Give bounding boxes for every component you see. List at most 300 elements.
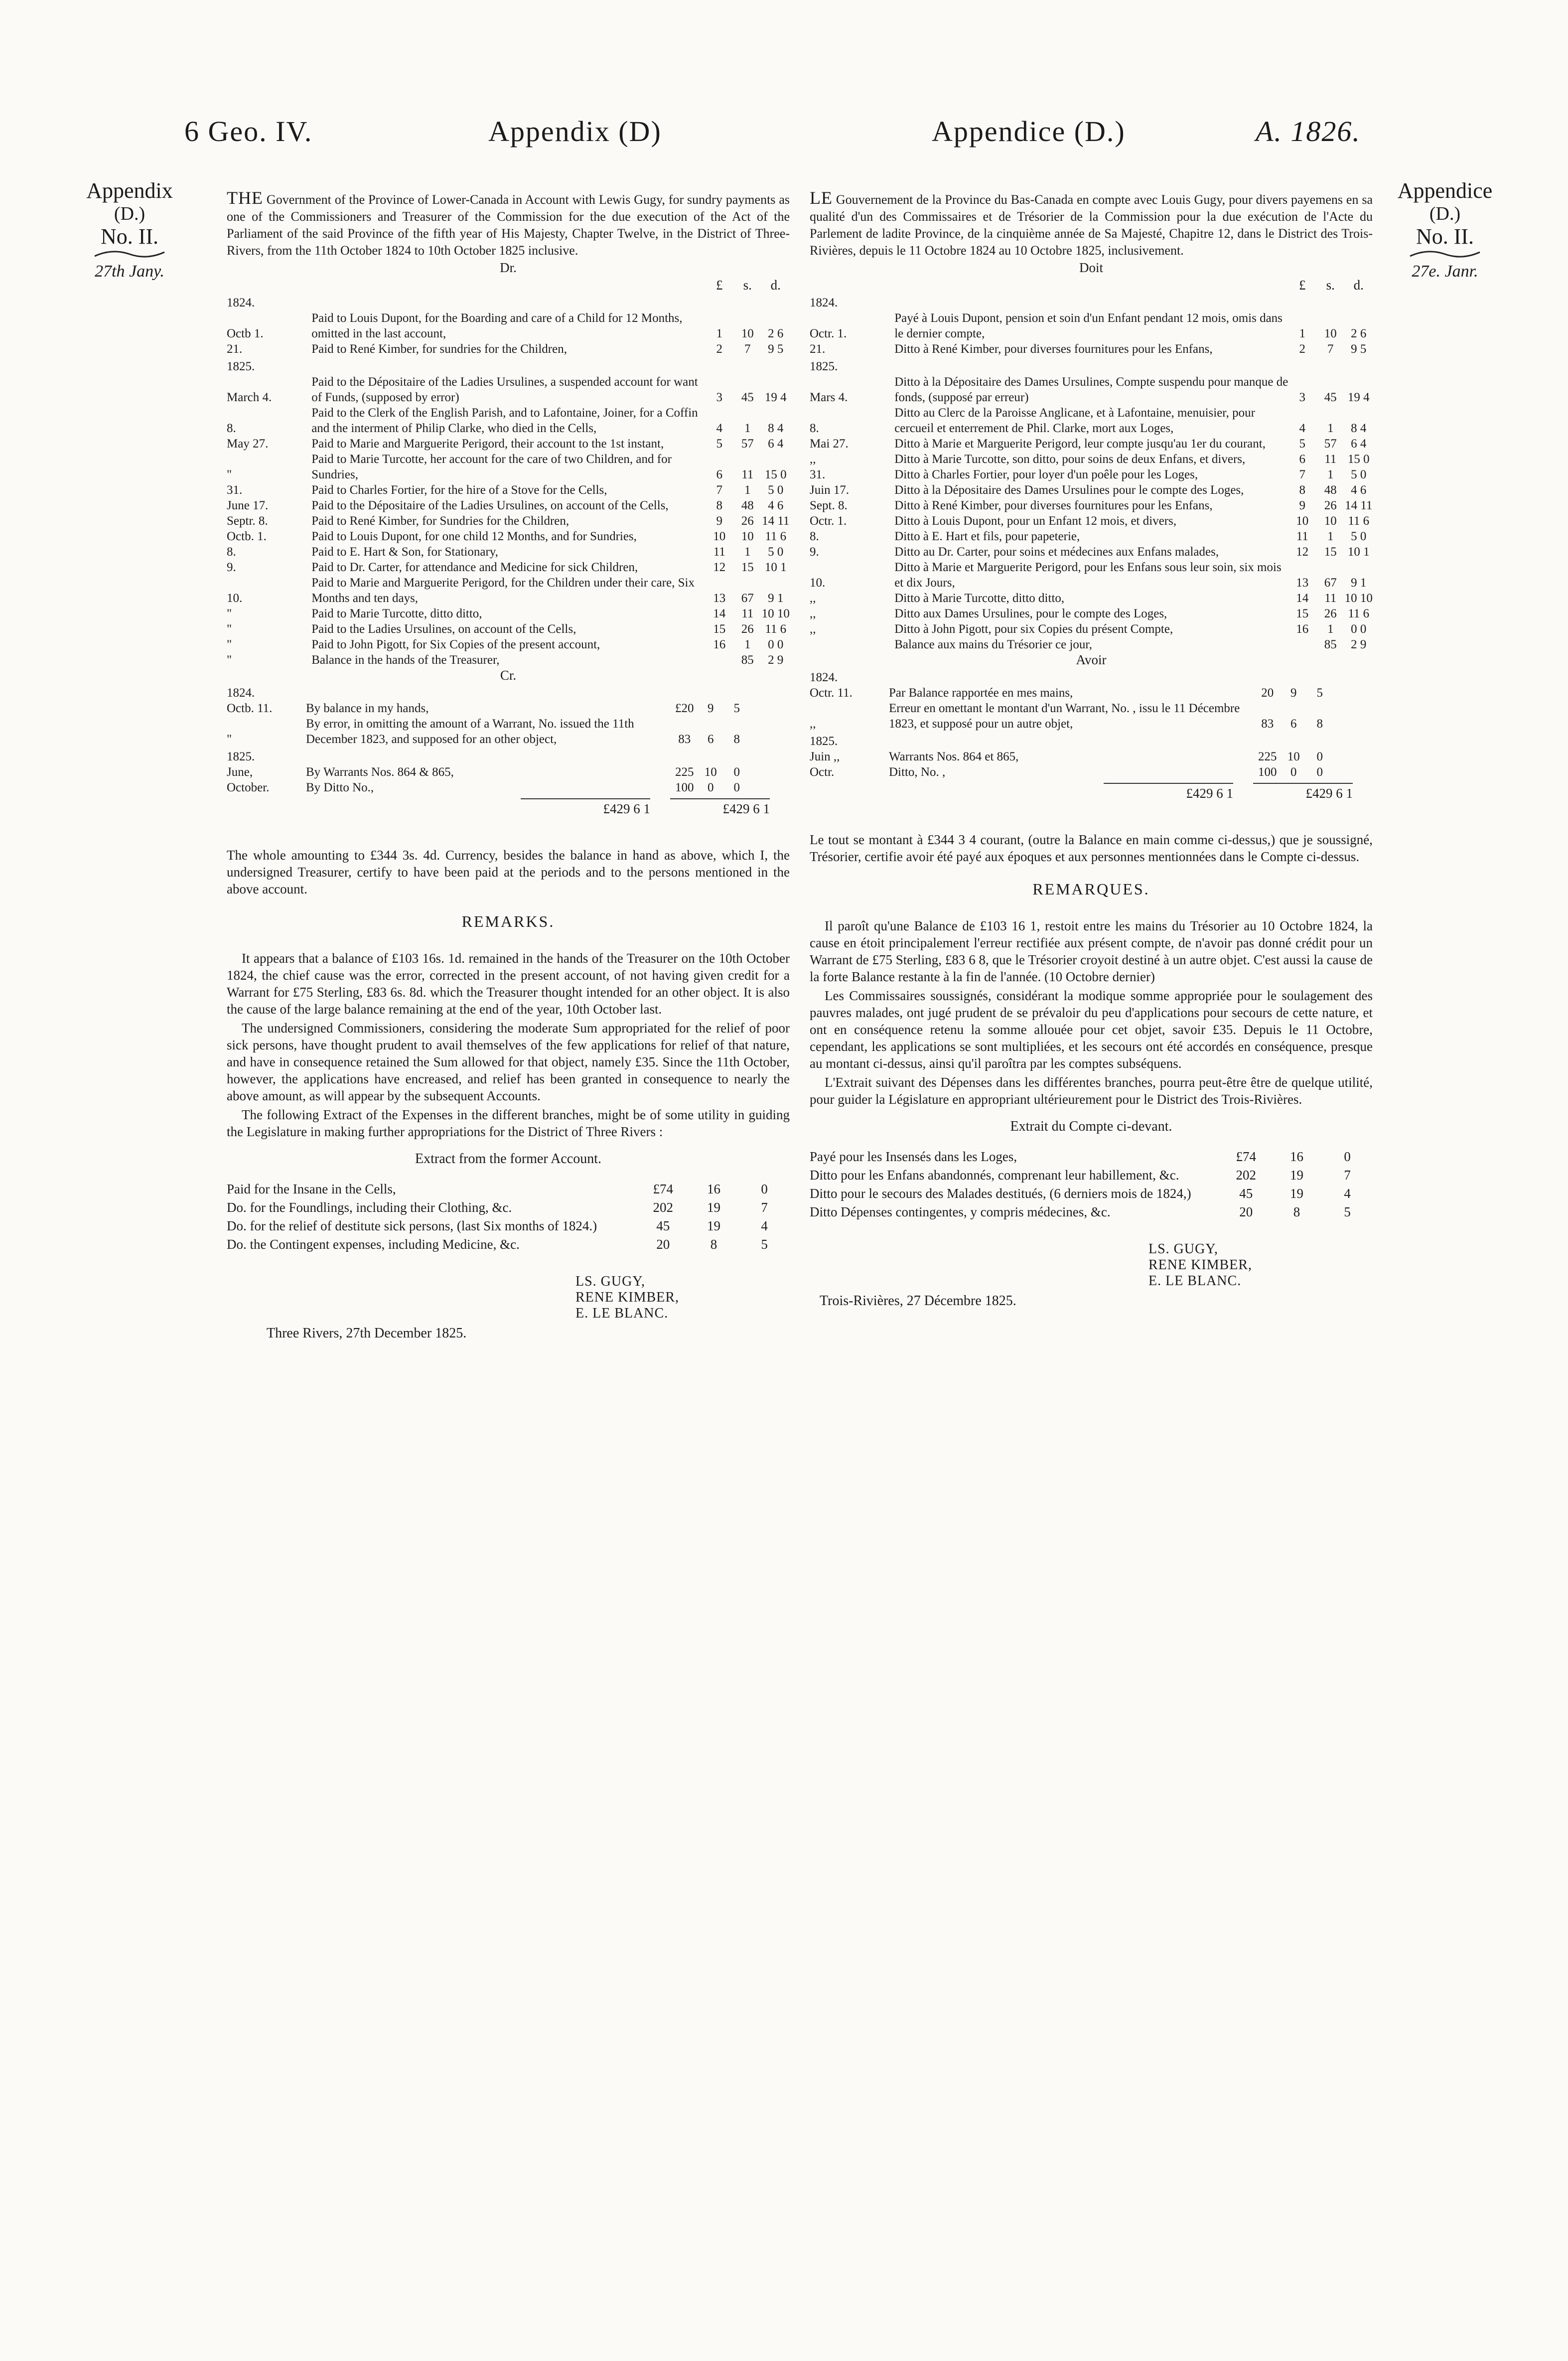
entry-description: Ditto à E. Hart et fils, pour papeterie, — [894, 530, 1080, 543]
amount-pounds: 100 — [1258, 765, 1277, 779]
credit-ledger — [227, 683, 750, 795]
extract-table — [810, 1148, 1373, 1221]
entry-date: " — [227, 653, 232, 667]
ledger-row — [227, 529, 790, 544]
extract-description: Ditto Dépenses contingentes, y compris médecines, &c. — [810, 1204, 1111, 1219]
extract-description: Paid for the Insane in the Cells, — [227, 1181, 396, 1196]
entry-description: Paid to Charles Fortier, for the hire of a Stove for the Cells, — [311, 483, 607, 497]
entry-description: By Warrants Nos. 864 & 865, — [306, 765, 454, 779]
entry-description: Ditto au Dr. Carter, pour soins et médecines aux Enfans malades, — [894, 545, 1219, 559]
amount-pounds: 15 — [713, 622, 726, 636]
extract-shillings: 8 — [1293, 1204, 1300, 1219]
amount-pence: 2 6 — [768, 327, 784, 340]
totals-row — [227, 798, 770, 817]
extract-pence: 0 — [761, 1181, 768, 1196]
amount-pence: 19 4 — [764, 391, 787, 404]
ledger-row — [227, 575, 790, 606]
debit-ledger — [810, 278, 1373, 652]
entry-description: Ditto à Louis Dupont, pour un Enfant 12 mois, et divers, — [894, 514, 1177, 528]
ledger-row — [810, 764, 1333, 780]
ledger-row — [227, 310, 790, 341]
amount-shillings: 10 — [1324, 327, 1337, 340]
entry-description: Ditto à René Kimber, pour diverses fournitures pour les Enfans, — [894, 499, 1213, 512]
entry-description: Warrants Nos. 864 et 865, — [889, 750, 1019, 763]
amount-pence: 11 6 — [765, 622, 787, 636]
entry-date: June, — [227, 765, 253, 779]
ledger-row — [227, 780, 750, 795]
entry-date: Octb 1. — [227, 327, 264, 340]
amount-pence — [1307, 732, 1333, 749]
entry-description: Paid to Louis Dupont, for the Boarding and care of a Child for 12 Months, omitted in the last account, — [311, 311, 683, 340]
entry-date: 8. — [227, 422, 236, 435]
ledger-row — [810, 621, 1373, 637]
intro-lead: LE — [810, 188, 833, 208]
extract-title: Extrait du Compte ci-devant. — [1010, 1119, 1172, 1134]
amount-shillings: 6 — [708, 733, 714, 746]
amount-pence — [1307, 668, 1333, 685]
amount-pence: 5 — [1316, 686, 1323, 700]
entry-description: Ditto à Marie Turcotte, son ditto, pour soins de deux Enfans, et divers, — [894, 452, 1246, 466]
amount-pence: 4 6 — [1351, 483, 1367, 497]
amount-shillings: 1 — [744, 422, 751, 435]
amount-pounds — [1255, 732, 1281, 749]
amount-shillings — [733, 293, 762, 310]
ledger-row — [810, 529, 1373, 544]
extract-row — [810, 1166, 1373, 1184]
amount-pounds — [672, 683, 698, 701]
amount-shillings: 1 — [1327, 622, 1334, 636]
entry-date: 1825. — [227, 360, 255, 373]
amount-shillings: 45 — [741, 391, 754, 404]
amount-shillings: 26 — [1324, 499, 1337, 512]
intro-lead: THE — [227, 188, 263, 208]
amount-pounds — [706, 652, 734, 668]
margin-note-right — [1390, 179, 1500, 283]
entry-date: 1825. — [810, 735, 838, 748]
entry-date: ,, — [810, 452, 816, 466]
extract-description: Do. for the relief of destitute sick persons, (last Six months of 1824.) — [227, 1218, 597, 1233]
amount-shillings: 11 — [1324, 452, 1337, 466]
amount-shillings — [698, 747, 724, 764]
extract-row — [810, 1203, 1373, 1221]
amount-shillings: 11 — [741, 468, 754, 481]
year-row — [227, 293, 790, 310]
entry-description: Paid to the Ladies Ursulines, on account of the Cells, — [311, 622, 576, 636]
amount-shillings: 1 — [744, 638, 751, 651]
amount-pence: 10 10 — [761, 607, 790, 620]
amount-pounds: 225 — [675, 765, 694, 779]
total-left: £429 6 1 — [521, 798, 650, 817]
entry-description: Paid to René Kimber, for sundries for the Children, — [311, 342, 567, 356]
remarks-body — [810, 917, 1373, 1108]
margin-letter: (D.) — [114, 203, 145, 224]
entry-description: Paid to Marie Turcotte, ditto ditto, — [311, 607, 482, 620]
amount-pence: 0 — [733, 781, 740, 794]
year-row — [227, 747, 750, 764]
extract-pounds: 45 — [1239, 1186, 1253, 1201]
amount-shillings: 0 — [1290, 765, 1297, 779]
amount-pounds — [1288, 293, 1317, 310]
remarks-body — [227, 950, 790, 1140]
entry-description — [300, 747, 672, 764]
extract-pounds: £74 — [653, 1181, 674, 1196]
entry-description — [300, 683, 672, 701]
amount-shillings: 1 — [1327, 530, 1334, 543]
signers — [1148, 1241, 1373, 1289]
entry-date: Octb. 1. — [227, 530, 267, 543]
year-row — [227, 357, 790, 374]
amount-pence — [1345, 357, 1373, 374]
entry-date: Octr. — [810, 765, 835, 779]
amount-pounds: 9 — [1299, 499, 1305, 512]
column-french — [810, 189, 1373, 1309]
remark-paragraph: L'Extrait suivant des Dépenses dans les différentes branches, pourra peut-être être de quelque utilité, pour guider la Législature en appropriant ultérieurement pour le District des Trois-Rivières. — [810, 1075, 1373, 1107]
amount-pence: 11 6 — [1348, 514, 1370, 528]
amount-shillings: 15 — [1324, 545, 1337, 559]
extract-description: Ditto pour le secours des Malades destitués, (6 derniers mois de 1824,) — [810, 1186, 1191, 1201]
amount-shillings: 57 — [1324, 437, 1337, 450]
extract-pence: 4 — [1344, 1186, 1351, 1201]
column-english — [227, 189, 790, 1341]
entry-date: 8. — [810, 422, 819, 435]
amount-shillings: 15 — [741, 561, 754, 574]
amount-pounds — [706, 357, 734, 374]
entry-description: Paid to Marie and Marguerite Perigord, for the Children under their care, Six Months and ten days, — [311, 576, 695, 605]
extract-shillings: 16 — [707, 1181, 720, 1196]
entry-date: 21. — [227, 342, 243, 356]
entry-date: 31. — [227, 483, 243, 497]
ledger-row — [227, 621, 790, 637]
signers — [575, 1274, 790, 1322]
amount-pence: 11 6 — [1348, 607, 1370, 620]
amount-pence — [762, 293, 790, 310]
ledger-row — [810, 482, 1373, 498]
amount-shillings: 1 — [744, 545, 751, 559]
extract-pounds: £74 — [1236, 1149, 1257, 1164]
amount-shillings: 9 — [1290, 686, 1297, 700]
debit-ledger — [227, 278, 790, 668]
intro-text: Gouvernement de la Province du Bas-Canada en compte avec Louis Gugy, pour divers payemens en sa qualité d'un des Commissaires et de Trésorier de la Commission pour la due exécution de l'Acte du Parlement de ladite Province, de la cinquième année de Sa Majesté, Chapitre 12, dans le District des Trois-Rivières, depuis le 11 Octobre 1824 au 10 Octobre 1825, inclusivement. — [810, 192, 1373, 258]
amount-pence — [1345, 293, 1373, 310]
amount-shillings: 67 — [741, 591, 754, 605]
ledger-row — [810, 436, 1373, 451]
ledger-row — [227, 764, 750, 780]
extract-shillings: 19 — [1289, 1186, 1303, 1201]
amount-shillings: 10 — [1324, 514, 1337, 528]
extract-title: Extract from the former Account. — [415, 1151, 601, 1167]
amount-pounds: 4 — [1299, 422, 1305, 435]
ledger-row — [227, 560, 790, 575]
entry-date: " — [227, 622, 232, 636]
amount-shillings: 26 — [741, 514, 754, 528]
signer-name: LS. GUGY, — [575, 1274, 645, 1289]
extract-shillings: 8 — [710, 1237, 717, 1252]
amount-pounds: 12 — [1296, 545, 1309, 559]
total-left: £429 6 1 — [1104, 783, 1233, 801]
entry-description: Paid to the Dépositaire of the Ladies Ursulines, a suspended account for want of Funds, (supposed by error) — [311, 375, 698, 404]
ledger-row — [227, 451, 790, 482]
ledger-row — [810, 498, 1373, 513]
extract-description: Payé pour les Insensés dans les Loges, — [810, 1149, 1017, 1164]
entry-description: Erreur en omettant le montant d'un Warrant, No. , issu le 11 Décembre 1823, et supposé pour un autre objet, — [889, 702, 1240, 731]
year-row — [227, 683, 750, 701]
amount-pence: 10 10 — [1344, 591, 1373, 605]
entry-date: ,, — [810, 717, 816, 731]
entry-date: June 17. — [227, 499, 269, 512]
place-date: Three Rivers, 27th December 1825. — [267, 1326, 467, 1341]
ledger-row — [227, 544, 790, 560]
ledger-row — [810, 637, 1373, 652]
ledger-row — [227, 701, 750, 716]
extract-description: Do. the Contingent expenses, including Medicine, &c. — [227, 1237, 520, 1252]
amount-pence: 9 5 — [768, 342, 784, 356]
amount-pence: 5 — [733, 702, 740, 715]
entry-description: Paid to Marie and Marguerite Perigord, their account to the 1st instant, — [311, 437, 664, 450]
entry-description: Paid to Marie Turcotte, her account for the care of two Children, and for Sundries, — [311, 452, 672, 481]
head-shilling: s. — [743, 278, 752, 293]
amount-pounds: 7 — [716, 483, 722, 497]
entry-description: Ditto à la Dépositaire des Dames Ursulines, Compte suspendu pour manque de fonds, (supposé par erreur) — [894, 375, 1288, 404]
entry-date: 1824. — [227, 686, 255, 700]
entry-description: Ditto au Clerc de la Paroisse Anglicane, et à Lafontaine, menuisier, pour cercueil et enterrement de Phil. Clarke, mort aux Loges, — [894, 406, 1255, 435]
ledger-row — [810, 701, 1333, 732]
amount-pounds: 3 — [1299, 391, 1305, 404]
ledger-row — [227, 482, 790, 498]
amount-pounds: 10 — [1296, 514, 1309, 528]
amount-shillings: 10 — [741, 327, 754, 340]
amount-pounds: 4 — [716, 422, 722, 435]
header-year: A. 1826. — [1256, 115, 1361, 148]
extract-shillings: 19 — [707, 1218, 720, 1233]
entry-date: 10. — [810, 576, 826, 590]
amount-pence: 9 5 — [1351, 342, 1367, 356]
amount-pounds: 12 — [713, 561, 726, 574]
amount-shillings: 11 — [741, 607, 754, 620]
entry-description: Balance aux mains du Trésorier ce jour, — [894, 638, 1093, 651]
head-pound: £ — [1299, 278, 1306, 293]
amount-pence: 8 — [1316, 717, 1323, 731]
entry-description: By balance in my hands, — [306, 702, 429, 715]
entry-date: Octr. 1. — [810, 327, 847, 340]
extract-pence: 7 — [761, 1200, 768, 1215]
entry-description: Paid to Louis Dupont, for one child 12 Months, and for Sundries, — [311, 530, 637, 543]
amount-pounds: 1 — [716, 327, 722, 340]
entry-description: Ditto à John Pigott, pour six Copies du présent Compte, — [894, 622, 1173, 636]
amount-pounds: 83 — [678, 733, 691, 746]
amount-shillings: 10 — [741, 530, 754, 543]
amount-shillings — [698, 683, 724, 701]
credit-rows — [810, 668, 1333, 780]
amount-pence: 5 0 — [768, 483, 784, 497]
entry-description: Paid to Dr. Carter, for attendance and Medicine for sick Children, — [311, 561, 638, 574]
amount-pence: 2 9 — [1351, 638, 1367, 651]
amount-pounds: 100 — [675, 781, 694, 794]
year-row — [810, 668, 1333, 685]
extract-pounds: 45 — [656, 1218, 670, 1233]
extract-description: Ditto pour les Enfans abandonnés, comprenant leur habillement, &c. — [810, 1168, 1179, 1182]
amount-pounds: 1 — [1299, 327, 1305, 340]
entry-date: Octb. 11. — [227, 702, 273, 715]
amount-shillings: 26 — [1324, 607, 1337, 620]
signer-name: E. LE BLANC. — [575, 1306, 669, 1321]
extract-shillings: 16 — [1289, 1149, 1303, 1164]
entry-date: 8. — [810, 530, 819, 543]
entry-description: Paid to E. Hart & Son, for Stationary, — [311, 545, 498, 559]
ledger-row — [810, 749, 1333, 764]
amount-pence: 5 0 — [768, 545, 784, 559]
amount-shillings: 9 — [708, 702, 714, 715]
entry-description: Paid to John Pigott, for Six Copies of the present account, — [311, 638, 600, 651]
ledger-row — [227, 637, 790, 652]
ledger-row — [227, 374, 790, 405]
amount-pounds: 8 — [716, 499, 722, 512]
margin-appendix: Appendice — [1397, 178, 1493, 203]
entry-date: 9. — [810, 545, 819, 559]
ledger-row — [227, 652, 790, 668]
entry-description — [883, 732, 1255, 749]
entry-description: Paid to René Kimber, for Sundries for the Children, — [311, 514, 570, 528]
ledger-row — [810, 544, 1373, 560]
entry-date: ,, — [810, 591, 816, 605]
amount-shillings: 7 — [744, 342, 751, 356]
intro-paragraph — [227, 189, 790, 259]
entry-description: Ditto à la Dépositaire des Dames Ursulines pour le compte des Loges, — [894, 483, 1244, 497]
head-pence: d. — [1353, 278, 1364, 293]
margin-date: 27th Jany. — [95, 262, 164, 281]
credit-ledger — [810, 668, 1333, 780]
amount-pounds: 5 — [716, 437, 722, 450]
entry-description: By error, in omitting the amount of a Warrant, No. issued the 11th December 1823, and supposed for an other object, — [306, 717, 634, 746]
remark-paragraph: Les Commissaires soussignés, considérant la modique somme appropriée pour le soulagement des pauvres malades, ont jugé prudent de se prévaloir du peu d'applications pour secours de cette nature, et ont en conséquence retenu la somme allouée pour cet objet, savoir £35. Depuis le 11 Octobre, cependant, les applications se sont multipliées, et les secours ont été accordés en conséquence, presque au montant ci-dessus, ainsi qu'il paroîtra par les comptes subséquens. — [810, 988, 1373, 1071]
ledger-row — [810, 467, 1373, 482]
amount-shillings: 85 — [741, 653, 754, 667]
amount-pence: 8 — [733, 733, 740, 746]
extract-pounds: 202 — [653, 1200, 674, 1215]
debit-rows — [810, 293, 1373, 652]
ledger-row — [810, 405, 1373, 436]
amount-pence: 2 6 — [1351, 327, 1367, 340]
amount-pounds: 16 — [713, 638, 726, 651]
ornament-icon — [1408, 249, 1482, 259]
entry-description: Paid to the Dépositaire of the Ladies Ursulines, on account of the Cells, — [311, 499, 669, 512]
amount-shillings: 10 — [704, 765, 717, 779]
amount-shillings: 48 — [1324, 483, 1337, 497]
ledger-row — [810, 590, 1373, 606]
amount-pounds: 15 — [1296, 607, 1309, 620]
amount-pence: 0 — [1316, 750, 1323, 763]
head-shilling: s. — [1326, 278, 1335, 293]
entry-description — [888, 293, 1288, 310]
amount-pounds — [1288, 637, 1317, 652]
entry-date: 9. — [227, 561, 236, 574]
head-pence: d. — [770, 278, 781, 293]
extract-pence: 4 — [761, 1218, 768, 1233]
entry-date: Sept. 8. — [810, 499, 848, 512]
ledger-row — [810, 685, 1333, 701]
intro-paragraph — [810, 189, 1373, 259]
extract-row — [810, 1148, 1373, 1166]
amount-pounds: 13 — [1296, 576, 1309, 590]
ledger-row — [227, 716, 750, 747]
totals-row — [810, 783, 1353, 801]
extract-pence: 7 — [1344, 1168, 1351, 1182]
extract-pounds: 20 — [1239, 1204, 1253, 1219]
entry-date: May 27. — [227, 437, 269, 450]
extract-pence: 0 — [1344, 1149, 1351, 1164]
dr-label: Doit — [1079, 260, 1103, 275]
header-title-en: Appendix (D) — [488, 115, 662, 148]
amount-shillings: 1 — [1327, 468, 1334, 481]
entry-description: Ditto à Charles Fortier, pour loyer d'un poêle pour les Loges, — [894, 468, 1198, 481]
header-title-fr: Appendice (D.) — [932, 115, 1126, 148]
extract-row — [227, 1217, 790, 1235]
amount-pounds: 6 — [1299, 452, 1305, 466]
cr-label: Avoir — [1076, 652, 1107, 667]
ledger-row — [227, 436, 790, 451]
ledger-row — [810, 451, 1373, 467]
amount-shillings: 85 — [1324, 638, 1337, 651]
entry-description: Ditto aux Dames Ursulines, pour le compte des Loges, — [894, 607, 1167, 620]
amount-pounds: 225 — [1258, 750, 1277, 763]
entry-date: " — [227, 733, 232, 746]
amount-pounds — [672, 747, 698, 764]
extract-row — [227, 1235, 790, 1254]
amount-pence: 0 0 — [1351, 622, 1367, 636]
entry-description: Ditto à Marie et Marguerite Perigord, leur compte jusqu'au 1er du courant, — [894, 437, 1266, 450]
amount-pounds: 11 — [713, 545, 725, 559]
amount-shillings: 48 — [741, 499, 754, 512]
entry-description: Paid to the Clerk of the English Parish, and to Lafontaine, Joiner, for a Coffin and the interment of Philip Clarke, who died in the Cells, — [311, 406, 698, 435]
amount-shillings — [733, 357, 762, 374]
remark-paragraph: The undersigned Commissioners, considering the moderate Sum appropriated for the relief of poor sick persons, have thought prudent to avail themselves of the few applications for relief of that nature, and have in consequence retained the Sum allowed for that object, namely £35. Since the 11th October, however, the applications have encreased, and relief has been granted in consequence to nearly the above amount, as will appear by the subsequent Accounts. — [227, 1021, 790, 1103]
extract-shillings: 19 — [1289, 1168, 1303, 1182]
entry-date: " — [227, 638, 232, 651]
remarks-title: REMARKS. — [461, 912, 555, 930]
entry-date: Octr. 1. — [810, 514, 847, 528]
ledger-row — [810, 341, 1373, 357]
amount-pence: 14 11 — [1345, 499, 1373, 512]
amount-pence: 10 1 — [1347, 545, 1370, 559]
amount-pounds: 20 — [1261, 686, 1274, 700]
amount-pounds: 16 — [1296, 622, 1309, 636]
year-row — [810, 293, 1373, 310]
amount-pence — [724, 747, 750, 764]
entry-date: Mars 4. — [810, 391, 848, 404]
entry-description: Balance in the hands of the Treasurer, — [311, 653, 500, 667]
entry-date: 1825. — [227, 750, 255, 763]
entry-date: 8. — [227, 545, 236, 559]
ledger-row — [810, 310, 1373, 341]
amount-pounds: 83 — [1261, 717, 1274, 731]
entry-date: 31. — [810, 468, 826, 481]
amount-pence: 19 4 — [1347, 391, 1370, 404]
amount-pounds — [1288, 357, 1317, 374]
amount-pence: 14 11 — [762, 514, 790, 528]
ledger-row — [810, 606, 1373, 621]
ledger-row — [810, 513, 1373, 529]
amount-pounds: 6 — [716, 468, 722, 481]
amount-pence — [762, 357, 790, 374]
year-row — [810, 357, 1373, 374]
entry-date — [810, 637, 888, 652]
entry-date: 1825. — [810, 360, 838, 373]
amount-pence: 15 0 — [764, 468, 787, 481]
entry-description: Payé à Louis Dupont, pension et soin d'un Enfant pendant 12 mois, omis dans le dernier compte, — [894, 311, 1283, 340]
amount-shillings — [1316, 357, 1345, 374]
signer-name: LS. GUGY, — [1148, 1241, 1218, 1257]
amount-pence: 0 — [1316, 765, 1323, 779]
amount-pence: 8 4 — [1351, 422, 1367, 435]
